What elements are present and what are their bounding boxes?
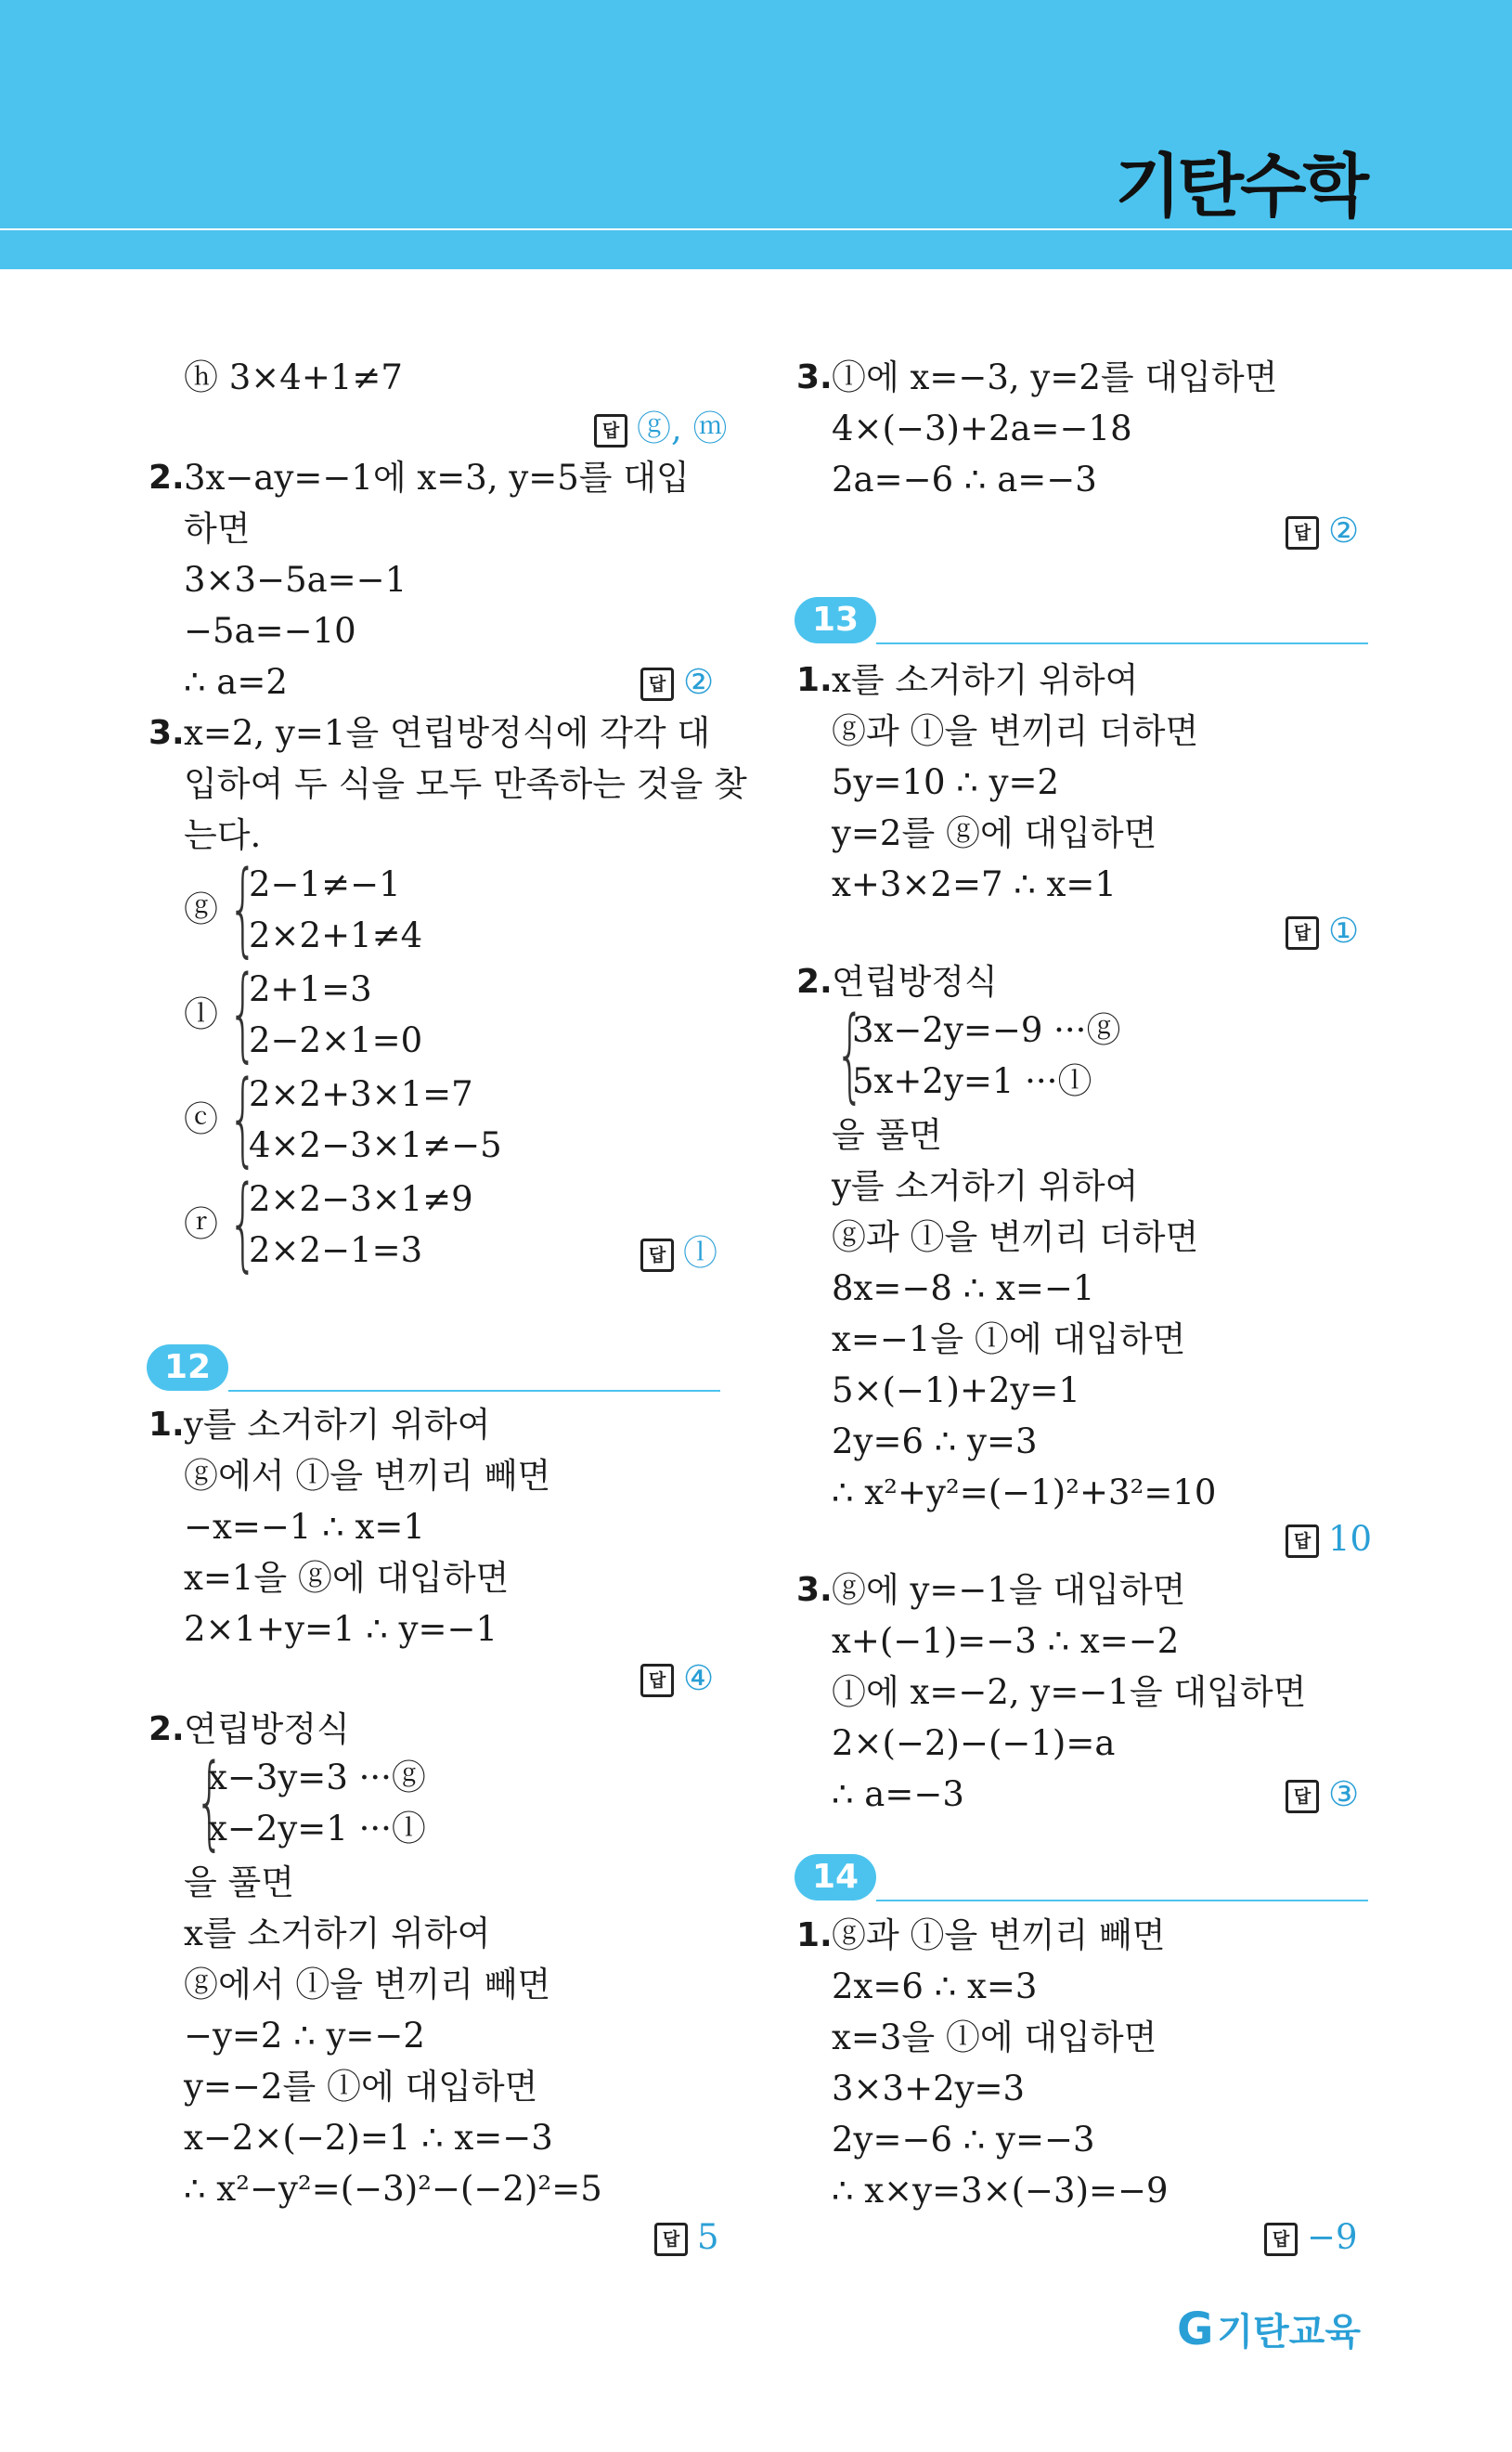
brand-g-icon: G xyxy=(1177,2303,1214,2355)
answer-value: 5 xyxy=(697,2217,719,2257)
solution-line: −y=2 ∴ y=−2 xyxy=(184,2016,425,2056)
answer-mark-icon: 답 xyxy=(1264,2223,1298,2256)
solution-line: 을 풀면 xyxy=(184,1862,294,1902)
section-rule xyxy=(228,1390,720,1392)
footer-brand-name: 기탄교육 xyxy=(1217,2311,1361,2354)
footer-brand-logo xyxy=(1177,2303,1361,2355)
solution-line: 2×(−2)−(−1)=a xyxy=(832,1723,1116,1763)
equation-line: x−2y=1 ···ⓛ xyxy=(208,1809,426,1849)
problem-number: 1. xyxy=(796,661,833,699)
answer-value: ③ xyxy=(1328,1774,1360,1814)
solution-line: ∴ x²−y²=(−3)²−(−2)²=5 xyxy=(184,2169,602,2209)
brace-icon: { xyxy=(835,994,865,1113)
solution-line: x=1을 ⓖ에 대입하면 xyxy=(184,1558,510,1598)
case-label: ⓡ xyxy=(184,1204,218,1244)
solution-line: 2y=−6 ∴ y=−3 xyxy=(832,2120,1095,2160)
answer-mark-icon: 답 xyxy=(640,1664,674,1697)
solution-line: 2y=6 ∴ y=3 xyxy=(832,1421,1038,1461)
solution-line: y=2를 ⓖ에 대입하면 xyxy=(832,813,1157,853)
solution-line: 는다. xyxy=(184,815,262,855)
solution-line: ⓛ에 x=−2, y=−1을 대입하면 xyxy=(832,1672,1307,1712)
problem-number: 1. xyxy=(796,1916,833,1954)
solution-line: x를 소거하기 위하여 xyxy=(184,1914,491,1953)
problem-number: 2. xyxy=(149,459,185,497)
solution-line: 을 풀면 xyxy=(832,1115,942,1155)
solution-line: ⓖ에 y=−1을 대입하면 xyxy=(832,1570,1186,1610)
answer-block xyxy=(640,659,714,706)
solution-line: ∴ x×y=3×(−3)=−9 xyxy=(832,2171,1169,2211)
answer-block xyxy=(640,1230,717,1277)
answer-block xyxy=(594,406,728,452)
solution-line: 2x=6 ∴ x=3 xyxy=(832,1966,1038,2006)
solution-line: y=−2를 ⓛ에 대입하면 xyxy=(184,2067,538,2107)
section-badge: 13 xyxy=(795,597,876,643)
equation-line: 5x+2y=1 ···ⓛ xyxy=(852,1061,1092,1101)
answer-value: ② xyxy=(1328,511,1360,551)
solution-line: 8x=−8 ∴ x=−1 xyxy=(832,1268,1095,1308)
solution-line: 4×(−3)+2a=−18 xyxy=(832,409,1132,448)
problem-number: 3. xyxy=(149,714,185,752)
section-rule xyxy=(876,1900,1368,1901)
solution-line: x를 소거하기 위하여 xyxy=(832,660,1139,700)
solution-line: −5a=−10 xyxy=(184,611,356,651)
solution-line: ∴ a=2 xyxy=(184,662,288,702)
solution-line: x+(−1)=−3 ∴ x=−2 xyxy=(832,1621,1180,1661)
answer-mark-icon: 답 xyxy=(654,2223,688,2256)
answer-value: −9 xyxy=(1307,2217,1358,2257)
solution-line: ⓛ에 x=−3, y=2를 대입하면 xyxy=(832,357,1278,397)
answer-block xyxy=(1286,1771,1359,1818)
answer-value: 10 xyxy=(1328,1519,1373,1559)
solution-line: 3×3−5a=−1 xyxy=(184,560,407,600)
answer-value: ⓖ, ⓜ xyxy=(637,409,728,448)
equation-line: 2−2×1=0 xyxy=(249,1020,423,1060)
item-bieup: ⓗ 3×4+1≠7 xyxy=(184,357,403,397)
equation-line: 2×2+3×1=7 xyxy=(249,1074,473,1114)
section-badge: 14 xyxy=(795,1854,876,1901)
brace-icon: { xyxy=(228,849,258,967)
solution-line: 연립방정식 xyxy=(832,962,998,1002)
solution-line: x=−1을 ⓛ에 대입하면 xyxy=(832,1319,1186,1359)
solution-line: ∴ a=−3 xyxy=(832,1774,964,1814)
page-header xyxy=(0,0,1512,269)
equation-line: x−3y=3 ···ⓖ xyxy=(208,1758,426,1797)
equation-line: 2×2−3×1≠9 xyxy=(249,1179,473,1219)
equation-line: 2×2+1≠4 xyxy=(249,915,423,955)
answer-block xyxy=(640,1655,714,1702)
solution-line: 3x−ay=−1에 x=3, y=5를 대입 xyxy=(184,458,690,498)
solution-line: ∴ x²+y²=(−1)²+3²=10 xyxy=(832,1472,1217,1512)
solution-line: 하면 xyxy=(184,509,251,549)
problem-number: 3. xyxy=(796,1571,833,1609)
equation-line: 3x−2y=−9 ···ⓖ xyxy=(852,1010,1121,1050)
case-label: ⓖ xyxy=(184,889,218,929)
problem-number: 2. xyxy=(149,1710,185,1748)
problem-number: 1. xyxy=(149,1406,185,1444)
brace-icon: { xyxy=(228,954,258,1072)
equation-line: 4×2−3×1≠−5 xyxy=(249,1125,502,1165)
answer-mark-icon: 답 xyxy=(640,668,674,701)
brace-icon: { xyxy=(228,1163,258,1282)
answer-mark-icon: 답 xyxy=(594,414,627,448)
solution-line: ⓖ과 ⓛ을 변끼리 빼면 xyxy=(832,1915,1166,1955)
section-rule xyxy=(876,642,1368,644)
solution-line: 3×3+2y=3 xyxy=(832,2069,1026,2108)
solution-line: x−2×(−2)=1 ∴ x=−3 xyxy=(184,2118,553,2158)
problem-number: 2. xyxy=(796,963,833,1001)
solution-line: 연립방정식 xyxy=(184,1709,350,1749)
answer-mark-icon: 답 xyxy=(1286,1524,1319,1558)
answer-block xyxy=(1286,908,1359,954)
answer-block xyxy=(1264,2214,1358,2261)
equation-line: 2+1=3 xyxy=(249,969,372,1009)
solution-line: ⓖ과 ⓛ을 변끼리 더하면 xyxy=(832,1217,1199,1257)
solution-line: x+3×2=7 ∴ x=1 xyxy=(832,864,1117,904)
solution-line: y를 소거하기 위하여 xyxy=(184,1405,491,1445)
solution-line: −x=−1 ∴ x=1 xyxy=(184,1507,425,1547)
answer-value: ④ xyxy=(683,1658,715,1698)
solution-line: 5y=10 ∴ y=2 xyxy=(832,762,1060,802)
answer-block xyxy=(654,2214,719,2261)
solution-line: x=3을 ⓛ에 대입하면 xyxy=(832,2017,1157,2057)
equation-line: 2×2−1=3 xyxy=(249,1230,423,1270)
solution-line: x=2, y=1을 연립방정식에 각각 대 xyxy=(184,713,711,753)
solution-line: 입하여 두 식을 모두 만족하는 것을 찾 xyxy=(184,764,747,804)
solution-line: ⓖ에서 ⓛ을 변끼리 빼면 xyxy=(184,1965,551,2004)
answer-value: ② xyxy=(683,662,715,702)
solution-line: ⓖ과 ⓛ을 변끼리 더하면 xyxy=(832,711,1199,751)
solution-line: 2a=−6 ∴ a=−3 xyxy=(832,460,1097,499)
answer-mark-icon: 답 xyxy=(1286,1780,1319,1813)
answer-mark-icon: 답 xyxy=(640,1239,674,1272)
case-label: ⓒ xyxy=(184,1099,218,1139)
answer-block xyxy=(1286,1516,1372,1563)
brand-logo: 기탄수학 xyxy=(1115,147,1365,227)
brace-icon: { xyxy=(195,1742,225,1861)
brace-icon: { xyxy=(228,1058,258,1177)
answer-value: ⓛ xyxy=(683,1233,717,1273)
equation-line: 2−1≠−1 xyxy=(249,864,401,904)
case-label: ⓛ xyxy=(184,994,218,1034)
answer-mark-icon: 답 xyxy=(1286,516,1319,550)
solution-line: ⓖ에서 ⓛ을 변끼리 빼면 xyxy=(184,1456,551,1496)
solution-line: y를 소거하기 위하여 xyxy=(832,1166,1139,1206)
answer-block xyxy=(1286,508,1359,554)
solution-line: 2×1+y=1 ∴ y=−1 xyxy=(184,1609,498,1649)
problem-number: 3. xyxy=(796,358,833,396)
answer-mark-icon: 답 xyxy=(1286,916,1319,950)
solution-line: 5×(−1)+2y=1 xyxy=(832,1370,1080,1410)
answer-value: ① xyxy=(1328,911,1360,951)
section-badge: 12 xyxy=(147,1344,228,1391)
